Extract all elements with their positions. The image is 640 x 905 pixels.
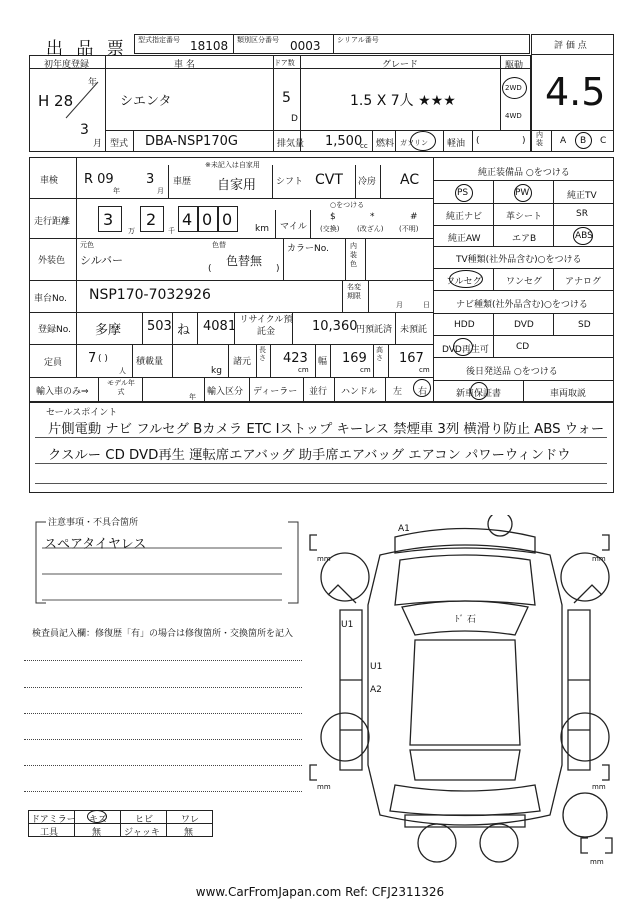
mileage-digit-3: 4: [182, 210, 193, 229]
navi-title: ナビ種類(社外品含む)○をつける: [456, 300, 588, 310]
first-reg-era: H 28: [38, 92, 74, 110]
acc-jack: ジャッキ: [124, 828, 160, 838]
navi-cd: CD: [516, 342, 530, 352]
door-type: D: [291, 114, 298, 124]
orig-color: シルバー: [80, 254, 123, 267]
repaint: 色替無: [226, 254, 263, 268]
color-no-label: カラーNo.: [287, 244, 329, 254]
model: DBA-NSP170G: [145, 134, 238, 149]
length-unit: cm: [298, 366, 309, 374]
mileage-unit-sen: 千: [168, 227, 175, 235]
diagram-label-a1: A1: [398, 524, 410, 534]
inspection-label: 車検: [40, 176, 59, 186]
ac-label: 冷房: [358, 177, 377, 187]
capacity-label: 定員: [44, 358, 63, 368]
fuel-gas: ガソリン: [400, 139, 428, 147]
inspection-month-unit: 月: [157, 187, 164, 195]
model-year-unit: 年: [189, 393, 196, 401]
fuel-diesel: 軽油: [447, 139, 466, 149]
car-name: シエンタ: [120, 94, 172, 109]
sales-label: セールスポイント: [46, 408, 118, 418]
drive-label: 駆動: [505, 61, 524, 71]
hash-label: #: [410, 212, 418, 222]
acc-tools-value: 無: [92, 828, 102, 838]
capacity-unit: 人: [119, 367, 126, 375]
length: 423: [283, 351, 308, 366]
color-label: 外装色: [38, 256, 66, 266]
recycle-label: リサイクル預託金: [239, 315, 293, 337]
displacement-unit: cc: [360, 142, 368, 150]
grade-col-label: グレード: [382, 60, 419, 70]
equip-aw: 純正AW: [448, 234, 481, 244]
ac: AC: [400, 172, 420, 188]
fuel-paren-open: (: [476, 136, 480, 146]
acc-scratch: キズ: [89, 815, 107, 825]
vehicle-damage-diagram: [300, 515, 635, 870]
shift: CVT: [315, 172, 343, 188]
doors: 5: [282, 90, 291, 106]
width-unit: cm: [360, 366, 371, 374]
chassis: NSP170-7032926: [89, 287, 211, 303]
orig-color-label: 元色: [80, 241, 94, 249]
height-unit: cm: [419, 366, 430, 374]
reg-label: 登録No.: [38, 325, 71, 335]
mileage-digit-5: 0: [222, 210, 233, 229]
inspector-label: 検査員記入欄：修復歴「有」の場合は修復箇所・交換箇所を記入: [32, 629, 294, 639]
model-label: 型式: [110, 139, 129, 149]
capacity-paren: ( ): [98, 354, 108, 364]
unregistered-note: ※未記入は自家用: [205, 161, 260, 169]
handle-left: 左: [393, 387, 403, 397]
first-reg-month: 3: [80, 122, 89, 138]
inspection-era: R 09: [84, 172, 114, 187]
post-title: 後日発送品 ○をつける: [466, 367, 558, 377]
mileage-digit-2: 2: [146, 210, 157, 229]
acc-crack: ヒビ: [135, 815, 154, 825]
serial-label: シリアル番号: [337, 36, 379, 44]
use: 自家用: [217, 178, 257, 193]
import-label: 輸入車のみ⇒: [36, 387, 89, 397]
height-label: 高さ: [376, 346, 383, 362]
grade-score: 4.5: [545, 70, 606, 114]
navi-dvd-play: DVD再生可: [442, 345, 489, 355]
star-label: *: [370, 212, 375, 222]
recycle-amount: 10,360: [312, 319, 358, 334]
int-color-label: 内装色: [350, 242, 357, 268]
post-warranty: 新車保証書: [456, 389, 502, 399]
interior-a: A: [560, 136, 567, 146]
inspection-month: 3: [146, 172, 155, 187]
navi-hdd: HDD: [454, 320, 475, 330]
repaint-label: 色替: [212, 241, 226, 249]
dollar-sub: (交換): [320, 225, 340, 233]
tv-title: TV種類(社外品含む)○をつける: [456, 255, 582, 265]
type-cert-no: 18108: [190, 39, 229, 53]
acc-jack-value: 無: [184, 828, 194, 838]
diagram-mm-spare: mm: [590, 858, 604, 866]
mileage-digit-1: 3: [103, 210, 114, 229]
doors-label: ドア数: [274, 59, 295, 67]
parallel-option: 並行: [309, 387, 328, 397]
navi-sd: SD: [578, 320, 591, 330]
fuel-label: 燃料: [376, 139, 395, 149]
tv-oneseg: ワンセグ: [506, 277, 543, 287]
warranty-day-unit: 日: [423, 301, 430, 309]
displacement: 1,500: [325, 134, 363, 149]
diagram-mm-rr: mm: [592, 783, 606, 791]
use-label: 車歴: [173, 177, 192, 187]
class-label: 類別区分番号: [237, 36, 279, 44]
diagram-label-bi-ishi: ﾄﾞ 石: [455, 615, 476, 625]
sales-line-2: クスルー CD DVD再生 運転席エアバッグ 助手席エアバッグ エアコン パワーウィンドウ: [48, 448, 571, 463]
width-label: 幅: [318, 357, 328, 367]
chassis-label: 車台No.: [34, 294, 67, 304]
mile-label: マイル: [280, 222, 307, 232]
dealer-option: ディーラー: [253, 387, 298, 397]
reg-class: 503: [147, 319, 172, 334]
grade: 1.5 X 7人 ★★★: [350, 93, 456, 109]
type-cert-label: 型式指定番号: [138, 36, 180, 44]
std-equip-title: 純正装備品 ○をつける: [478, 168, 570, 178]
car-name-label: 車 名: [174, 60, 195, 70]
check-note: ○をつける: [330, 201, 365, 209]
first-reg-slash: [62, 78, 102, 122]
height: 167: [399, 351, 424, 366]
model-year-label: モデル年式: [107, 379, 135, 396]
navi-dvd: DVD: [514, 320, 534, 330]
drive-4wd: 4WD: [505, 112, 522, 120]
mileage-unit-man: 万: [128, 227, 135, 235]
drive-2wd: 2WD: [505, 84, 522, 92]
acc-door-mirror: ドアミラー: [31, 815, 76, 825]
displacement-label: 排気量: [277, 139, 305, 149]
interior-label: 内装: [536, 131, 543, 147]
equip-pw: PW: [515, 188, 530, 198]
first-reg-year-unit: 年: [88, 78, 98, 88]
fuel-paren-close: ): [522, 136, 526, 146]
capacity: 7: [88, 351, 97, 366]
handle-label: ハンドル: [341, 387, 378, 397]
acc-tools: 工具: [40, 828, 59, 838]
equip-airbag: エアB: [512, 234, 537, 244]
diagram-mm-fl: mm: [317, 555, 331, 563]
sales-line-1: 片側電動 ナビ フルセグ Bカメラ ETC Iストップ キーレス 禁煙車 3列 横滑り防止 ABS ウォー: [48, 422, 605, 437]
width: 169: [342, 351, 367, 366]
diagram-mm-fr: mm: [592, 555, 606, 563]
sheet-title: 出 品 票: [46, 39, 128, 59]
equip-tv: 純正TV: [567, 191, 597, 201]
footer-watermark: www.CarFromJapan.com Ref: CFJ2311326: [195, 885, 445, 899]
first-reg-month-unit: 月: [93, 139, 103, 149]
mileage-digit-4: 0: [202, 210, 213, 229]
load-label: 積載量: [136, 357, 164, 367]
recycle-deposited: 円預託済: [356, 325, 393, 335]
interior-c: C: [600, 136, 607, 146]
warranty-label: 名変期限: [347, 283, 361, 300]
notes-label: 注意事項・不具合箇所: [48, 518, 139, 528]
equip-sr: SR: [576, 209, 588, 219]
equip-ps: PS: [457, 188, 469, 198]
warranty-month-unit: 月: [396, 301, 403, 309]
dims-label: 諸元: [233, 357, 252, 367]
import-type-label: 輸入区分: [207, 387, 244, 397]
mileage-unit-km: km: [255, 224, 269, 234]
tv-fullseg: フルセグ: [446, 277, 482, 287]
diagram-label-u1-side: U1: [341, 620, 354, 630]
acc-break: ワレ: [181, 815, 200, 825]
handle-right: 右: [418, 387, 428, 397]
recycle-none: 未預託: [400, 325, 428, 335]
class-no: 0003: [290, 39, 321, 53]
hash-sub: (不明): [399, 225, 419, 233]
length-label: 長さ: [259, 346, 266, 362]
post-manual: 車両取説: [550, 389, 587, 399]
reg-area: 多摩: [95, 323, 122, 338]
interior-b: B: [580, 136, 587, 146]
star-sub: (改ざん): [357, 225, 384, 233]
equip-leather: 革シート: [506, 212, 543, 222]
reg-kana: ね: [177, 323, 191, 338]
equip-navi: 純正ナビ: [446, 212, 483, 222]
grade-score-label: 評 価 点: [554, 41, 587, 51]
dollar-label: $: [330, 212, 336, 222]
reg-no: 4081: [203, 319, 237, 334]
first-reg-label: 初年度登録: [44, 60, 90, 70]
inspection-year-unit: 年: [113, 187, 120, 195]
notes-line-1: スペアタイヤレス: [44, 537, 147, 552]
shift-label: シフト: [276, 177, 304, 187]
diagram-mm-rl: mm: [317, 783, 331, 791]
tv-analog: アナログ: [565, 277, 602, 287]
mileage-label: 走行距離: [34, 217, 71, 227]
load-unit: kg: [211, 366, 222, 376]
diagram-label-u1-center: U1: [370, 662, 383, 672]
diagram-label-a2: A2: [370, 685, 382, 695]
notes-frame: [32, 517, 302, 609]
equip-abs: ABS: [575, 231, 593, 241]
